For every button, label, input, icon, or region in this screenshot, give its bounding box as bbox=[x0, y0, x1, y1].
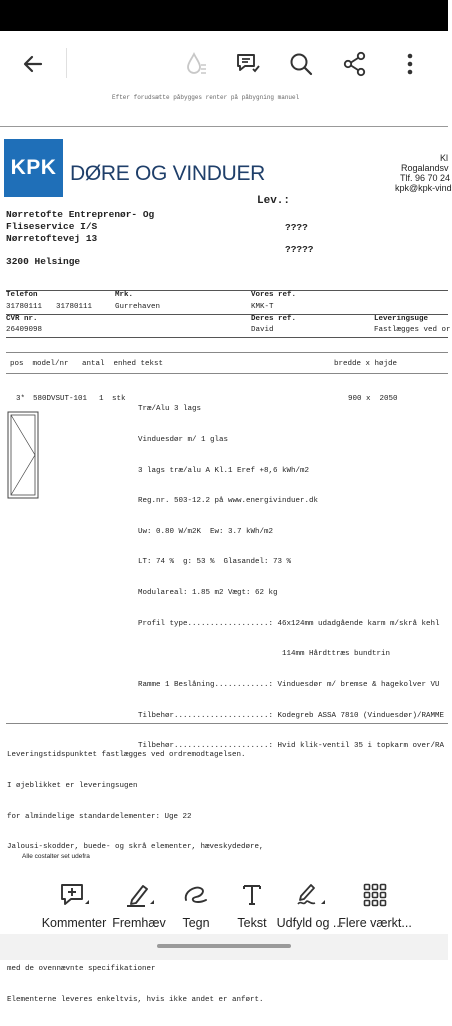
fill-sign-tool-label: Udfyld og ... bbox=[276, 916, 344, 930]
item-dims: 900 x 2050 bbox=[348, 395, 398, 403]
item-pos: 3* bbox=[16, 395, 26, 403]
highlight-tool-label: Fremhæv bbox=[112, 916, 166, 930]
footer-line: I øjeblikket er leveringsugen bbox=[7, 782, 138, 791]
item-line: 3 lags træ/alu A Kl.1 Eref +8,6 kWh/m2 bbox=[138, 466, 310, 475]
info-divider-1 bbox=[6, 290, 448, 291]
back-arrow-icon bbox=[21, 52, 45, 76]
fill-sign-icon bbox=[295, 882, 325, 908]
overflow-menu-button[interactable] bbox=[388, 31, 432, 97]
draw-tool-label: Tegn bbox=[182, 916, 210, 930]
info-divider-3 bbox=[6, 337, 448, 338]
recipient-line-5: 3200 Helsinge bbox=[6, 256, 81, 267]
item-line: Træ/Alu 3 lags bbox=[138, 405, 202, 414]
telefon-header: Telefon bbox=[6, 291, 38, 299]
company-line-2: Rogalandsv bbox=[401, 163, 449, 173]
footer-line: Leveringstidspunktet fastlægges ved ordremodtagelsen. bbox=[7, 751, 246, 760]
item-line: 114mm Hårdttræs bundtrin bbox=[138, 650, 391, 659]
footer-line: Elementerne leveres enkeltvis, hvis ikke andet er anført. bbox=[7, 996, 264, 1005]
footer-divider bbox=[6, 723, 448, 724]
cvr-value: 26409098 bbox=[6, 326, 43, 334]
table-divider-top bbox=[6, 352, 448, 353]
read-aloud-button[interactable] bbox=[174, 31, 218, 97]
item-line: Profil type..................: 46x124mm udadgående karm m/skrå kehl bbox=[138, 619, 440, 628]
footer-line: for almindelige standardelementer: Uge 22 bbox=[7, 812, 192, 821]
text-tool[interactable] bbox=[228, 864, 276, 934]
more-tools-icon bbox=[363, 883, 387, 907]
highlighter-icon bbox=[124, 882, 154, 908]
search-button[interactable] bbox=[279, 31, 323, 97]
draw-icon bbox=[182, 882, 210, 908]
door-drawing-icon bbox=[7, 411, 39, 499]
fill-sign-tool[interactable] bbox=[278, 864, 342, 934]
top-note: Efter forudsætte påbygges renter på påbygning manuel bbox=[112, 94, 300, 101]
comments-button[interactable] bbox=[226, 31, 270, 97]
telefon-1: 31780111 bbox=[6, 303, 43, 311]
bottom-toolbar bbox=[0, 864, 448, 934]
text-tool-label: Tekst bbox=[237, 916, 267, 930]
home-gesture-handle[interactable] bbox=[157, 944, 291, 948]
company-line-1: Kl bbox=[440, 153, 449, 163]
comment-list-icon bbox=[235, 51, 261, 77]
item-enhed: stk bbox=[112, 395, 126, 403]
leveringsuge-value: Fastlægges ved or bbox=[374, 326, 451, 334]
item-line: Modulareal: 1.85 m2 Vægt: 62 kg bbox=[138, 589, 278, 598]
system-nav-bar bbox=[0, 934, 448, 960]
comment-plus-icon bbox=[59, 882, 89, 908]
item-description bbox=[138, 384, 444, 772]
footer-line: med de ovennævnte specifikationer bbox=[7, 965, 156, 974]
mrk-header: Mrk. bbox=[115, 291, 134, 299]
cvr-header: CVR nr. bbox=[6, 315, 38, 323]
comment-tool[interactable] bbox=[38, 864, 110, 934]
vores-ref-value: KMK-T bbox=[251, 303, 274, 311]
item-line: Vinduesdør m/ 1 glas bbox=[138, 436, 229, 445]
deres-ref-value: David bbox=[251, 326, 274, 334]
deres-ref-header: Deres ref. bbox=[251, 315, 297, 323]
top-toolbar bbox=[0, 31, 448, 97]
more-vertical-icon bbox=[406, 52, 414, 76]
item-line: Ramme 1 Beslåning............: Vinduesdør m/ bremse & hagekolver VU bbox=[138, 680, 440, 689]
item-line: Reg.nr. 503-12.2 på www.energivinduer.dk bbox=[138, 497, 319, 506]
share-icon bbox=[342, 51, 368, 77]
comment-tool-label: Kommenter bbox=[41, 916, 107, 930]
toolbar-separator bbox=[66, 48, 67, 78]
company-line-4: kpk@kpk-vind bbox=[395, 183, 452, 193]
item-line: LT: 74 % g: 53 % Glasandel: 73 % bbox=[138, 558, 292, 567]
recipient-line-3: Nørretoftevej 13 bbox=[6, 233, 98, 244]
company-line-3: Tlf. 96 70 24 bbox=[400, 173, 451, 183]
kpk-logo-mark bbox=[4, 139, 63, 197]
item-line: Tilbehør.....................: Kodegreb ASSA 7810 (Vinduesdør)/RAMME bbox=[138, 711, 445, 720]
table-divider-bottom bbox=[6, 373, 448, 374]
text-icon bbox=[241, 883, 263, 907]
item-line: Uw: 0.80 W/m2K Ew: 3.7 kWh/m2 bbox=[138, 527, 274, 536]
share-button[interactable] bbox=[333, 31, 377, 97]
recipient-line-1: Nørretofte Entreprenør- Og bbox=[6, 209, 155, 220]
leveringsuge-header: Leveringsuge bbox=[374, 315, 429, 323]
item-antal: 1 bbox=[99, 395, 104, 403]
mrk-value: Gurrehaven bbox=[115, 303, 161, 311]
table-columns-header: pos model/nr antal enhed tekst bbox=[10, 360, 164, 368]
draw-tool[interactable] bbox=[172, 864, 220, 934]
search-icon bbox=[288, 51, 314, 77]
more-tools[interactable] bbox=[340, 864, 410, 934]
lev-unknown-2: ????? bbox=[285, 244, 314, 255]
recipient-line-2: Fliseservice I/S bbox=[6, 221, 98, 232]
lev-unknown-1: ???? bbox=[285, 222, 308, 233]
status-bar bbox=[0, 0, 448, 31]
ink-drop-icon bbox=[183, 51, 209, 77]
item-model: 580DVSUT-101 bbox=[33, 395, 88, 403]
item-line: Tilbehør.....................: Hvid klik-ventil 35 i topkarm over/RA bbox=[138, 742, 445, 751]
back-button[interactable] bbox=[10, 31, 56, 97]
logo-mark-text: KPK bbox=[10, 156, 57, 179]
page-divider bbox=[0, 126, 448, 127]
footer-line: Jalousi-skodder, buede- og skrå elementer, hæveskydedøre, bbox=[7, 843, 264, 852]
telefon-2: 31780111 bbox=[56, 303, 93, 311]
bottom-note: Alle costalter set udefra bbox=[22, 853, 90, 860]
highlight-tool[interactable] bbox=[108, 864, 170, 934]
vores-ref-header: Vores ref. bbox=[251, 291, 297, 299]
table-dims-header: bredde x højde bbox=[334, 360, 398, 368]
more-tools-label: Flere værkt... bbox=[338, 916, 412, 930]
logo-name: DØRE OG VINDUER bbox=[70, 162, 266, 185]
lev-label: Lev.: bbox=[257, 195, 291, 207]
